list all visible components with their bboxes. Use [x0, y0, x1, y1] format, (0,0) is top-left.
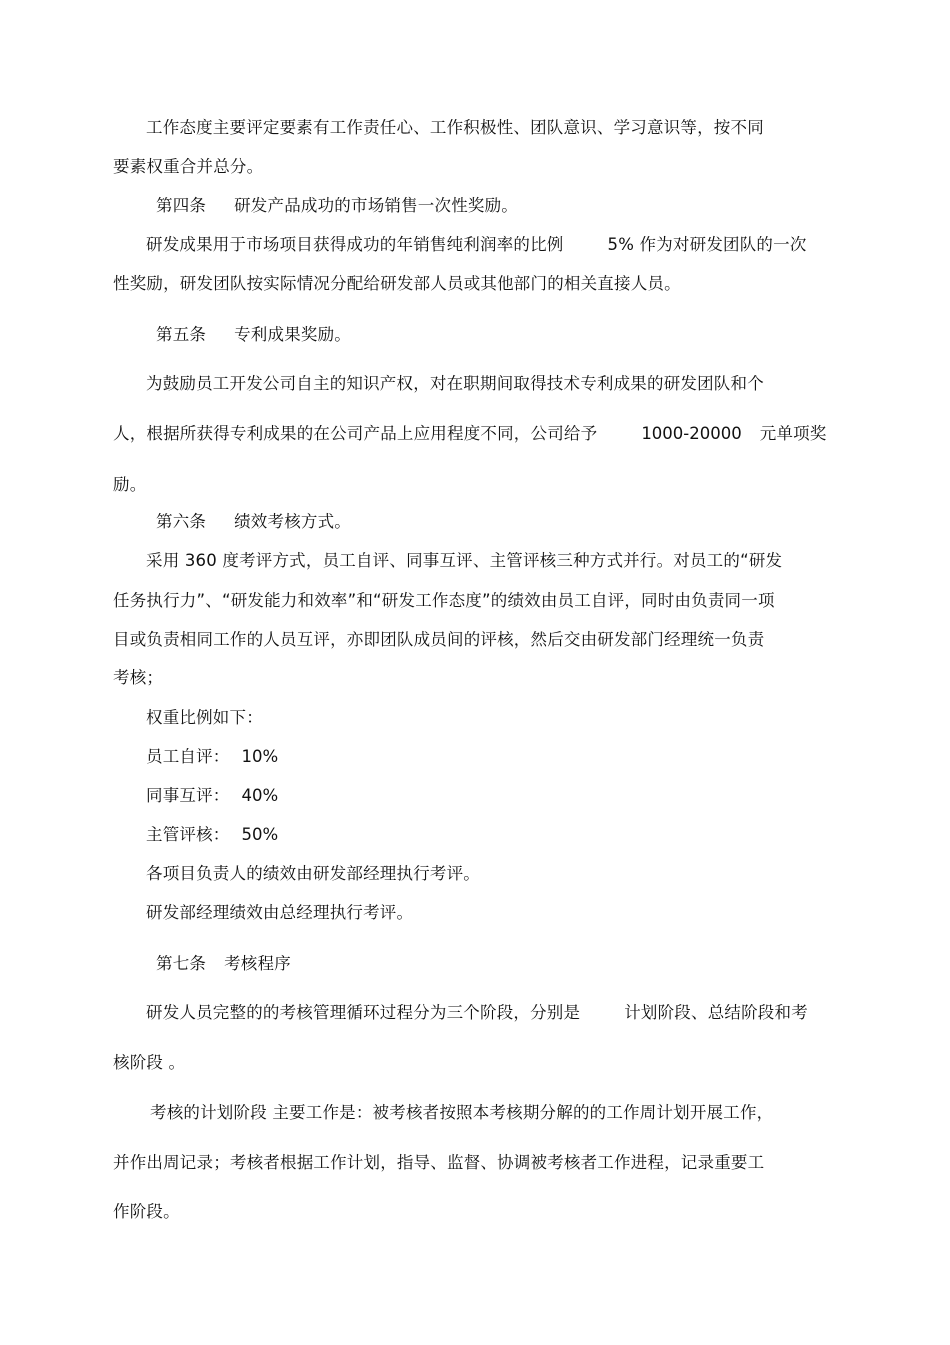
paragraph-line: 目或负责相同工作的人员互评，亦即团队成员间的评核，然后交由研发部门经理统一负责 [113, 630, 765, 649]
weights-title: 权重比例如下： [146, 708, 263, 727]
paragraph-line: 核阶段 。 [113, 1053, 186, 1072]
weight-value: 50% [241, 825, 279, 844]
article-heading [156, 953, 291, 975]
text-segment: 元单项奖 [759, 424, 827, 443]
paragraph-line: 研发部经理绩效由总经理执行考评。 [146, 903, 414, 922]
weight-row [146, 824, 278, 846]
text-segment: 研发成果用于市场项目获得成功的年销售纯利润率的比例 [146, 235, 564, 254]
paragraph-line: 励。 [113, 475, 147, 494]
text-segment: 研发人员完整的的考核管理循环过程分为三个阶段，分别是 [146, 1003, 581, 1022]
article-number: 第四条 [156, 196, 207, 215]
paragraph-line: 考核； [113, 668, 164, 687]
paragraph-line [146, 1002, 808, 1024]
article-title: 专利成果奖励。 [234, 325, 352, 344]
paragraph-line [113, 423, 827, 445]
paragraph-line: 任务执行力”、“研发能力和效率”和“研发工作态度”的绩效由员工自评，同时由负责同一项 [113, 591, 775, 610]
paragraph-line: 作阶段。 [113, 1202, 180, 1221]
weight-row [146, 746, 278, 768]
weight-label: 同事互评： [146, 786, 230, 805]
article-number: 第六条 [156, 512, 207, 531]
paragraph-line: 采用 360 度考评方式，员工自评、同事互评、主管评核三种方式并行。对员工的“研发 [146, 551, 783, 570]
weight-label: 员工自评： [146, 747, 230, 766]
article-title: 绩效考核方式。 [234, 512, 352, 531]
text-segment: 人，根据所获得专利成果的在公司产品上应用程度不同，公司给予 [113, 424, 598, 443]
paragraph-line: 并作出周记录；考核者根据工作计划，指导、监督、协调被考核者工作进程，记录重要工 [113, 1153, 765, 1172]
article-number: 第七条 [156, 954, 207, 973]
weight-value: 10% [241, 747, 279, 766]
article-heading [156, 511, 351, 533]
article-heading [156, 195, 518, 217]
article-title: 研发产品成功的市场销售一次性奖励。 [234, 196, 519, 215]
weight-value: 40% [241, 786, 279, 805]
paragraph-line [146, 234, 807, 256]
article-heading [156, 324, 351, 346]
text-segment: 1000-20000 [641, 424, 742, 443]
article-title: 考核程序 [224, 954, 291, 973]
weight-row [146, 785, 278, 807]
paragraph-line: 要素权重合并总分。 [113, 157, 264, 176]
article-number: 第五条 [156, 325, 207, 344]
weight-label: 主管评核： [146, 825, 230, 844]
text-segment: 5% 作为对研发团队的一次 [607, 235, 807, 254]
text-segment: 计划阶段、总结阶段和考 [624, 1003, 808, 1022]
paragraph-line: 工作态度主要评定要素有工作责任心、工作积极性、团队意识、学习意识等，按不同 [146, 118, 764, 137]
paragraph-line: 为鼓励员工开发公司自主的知识产权，对在职期间取得技术专利成果的研发团队和个 [146, 374, 764, 393]
paragraph-line: 性奖励，研发团队按实际情况分配给研发部人员或其他部门的相关直接人员。 [113, 274, 681, 293]
paragraph-line: 各项目负责人的绩效由研发部经理执行考评。 [146, 864, 480, 883]
paragraph-line: 考核的计划阶段 主要工作是：被考核者按照本考核期分解的的工作周计划开展工作， [150, 1103, 774, 1122]
